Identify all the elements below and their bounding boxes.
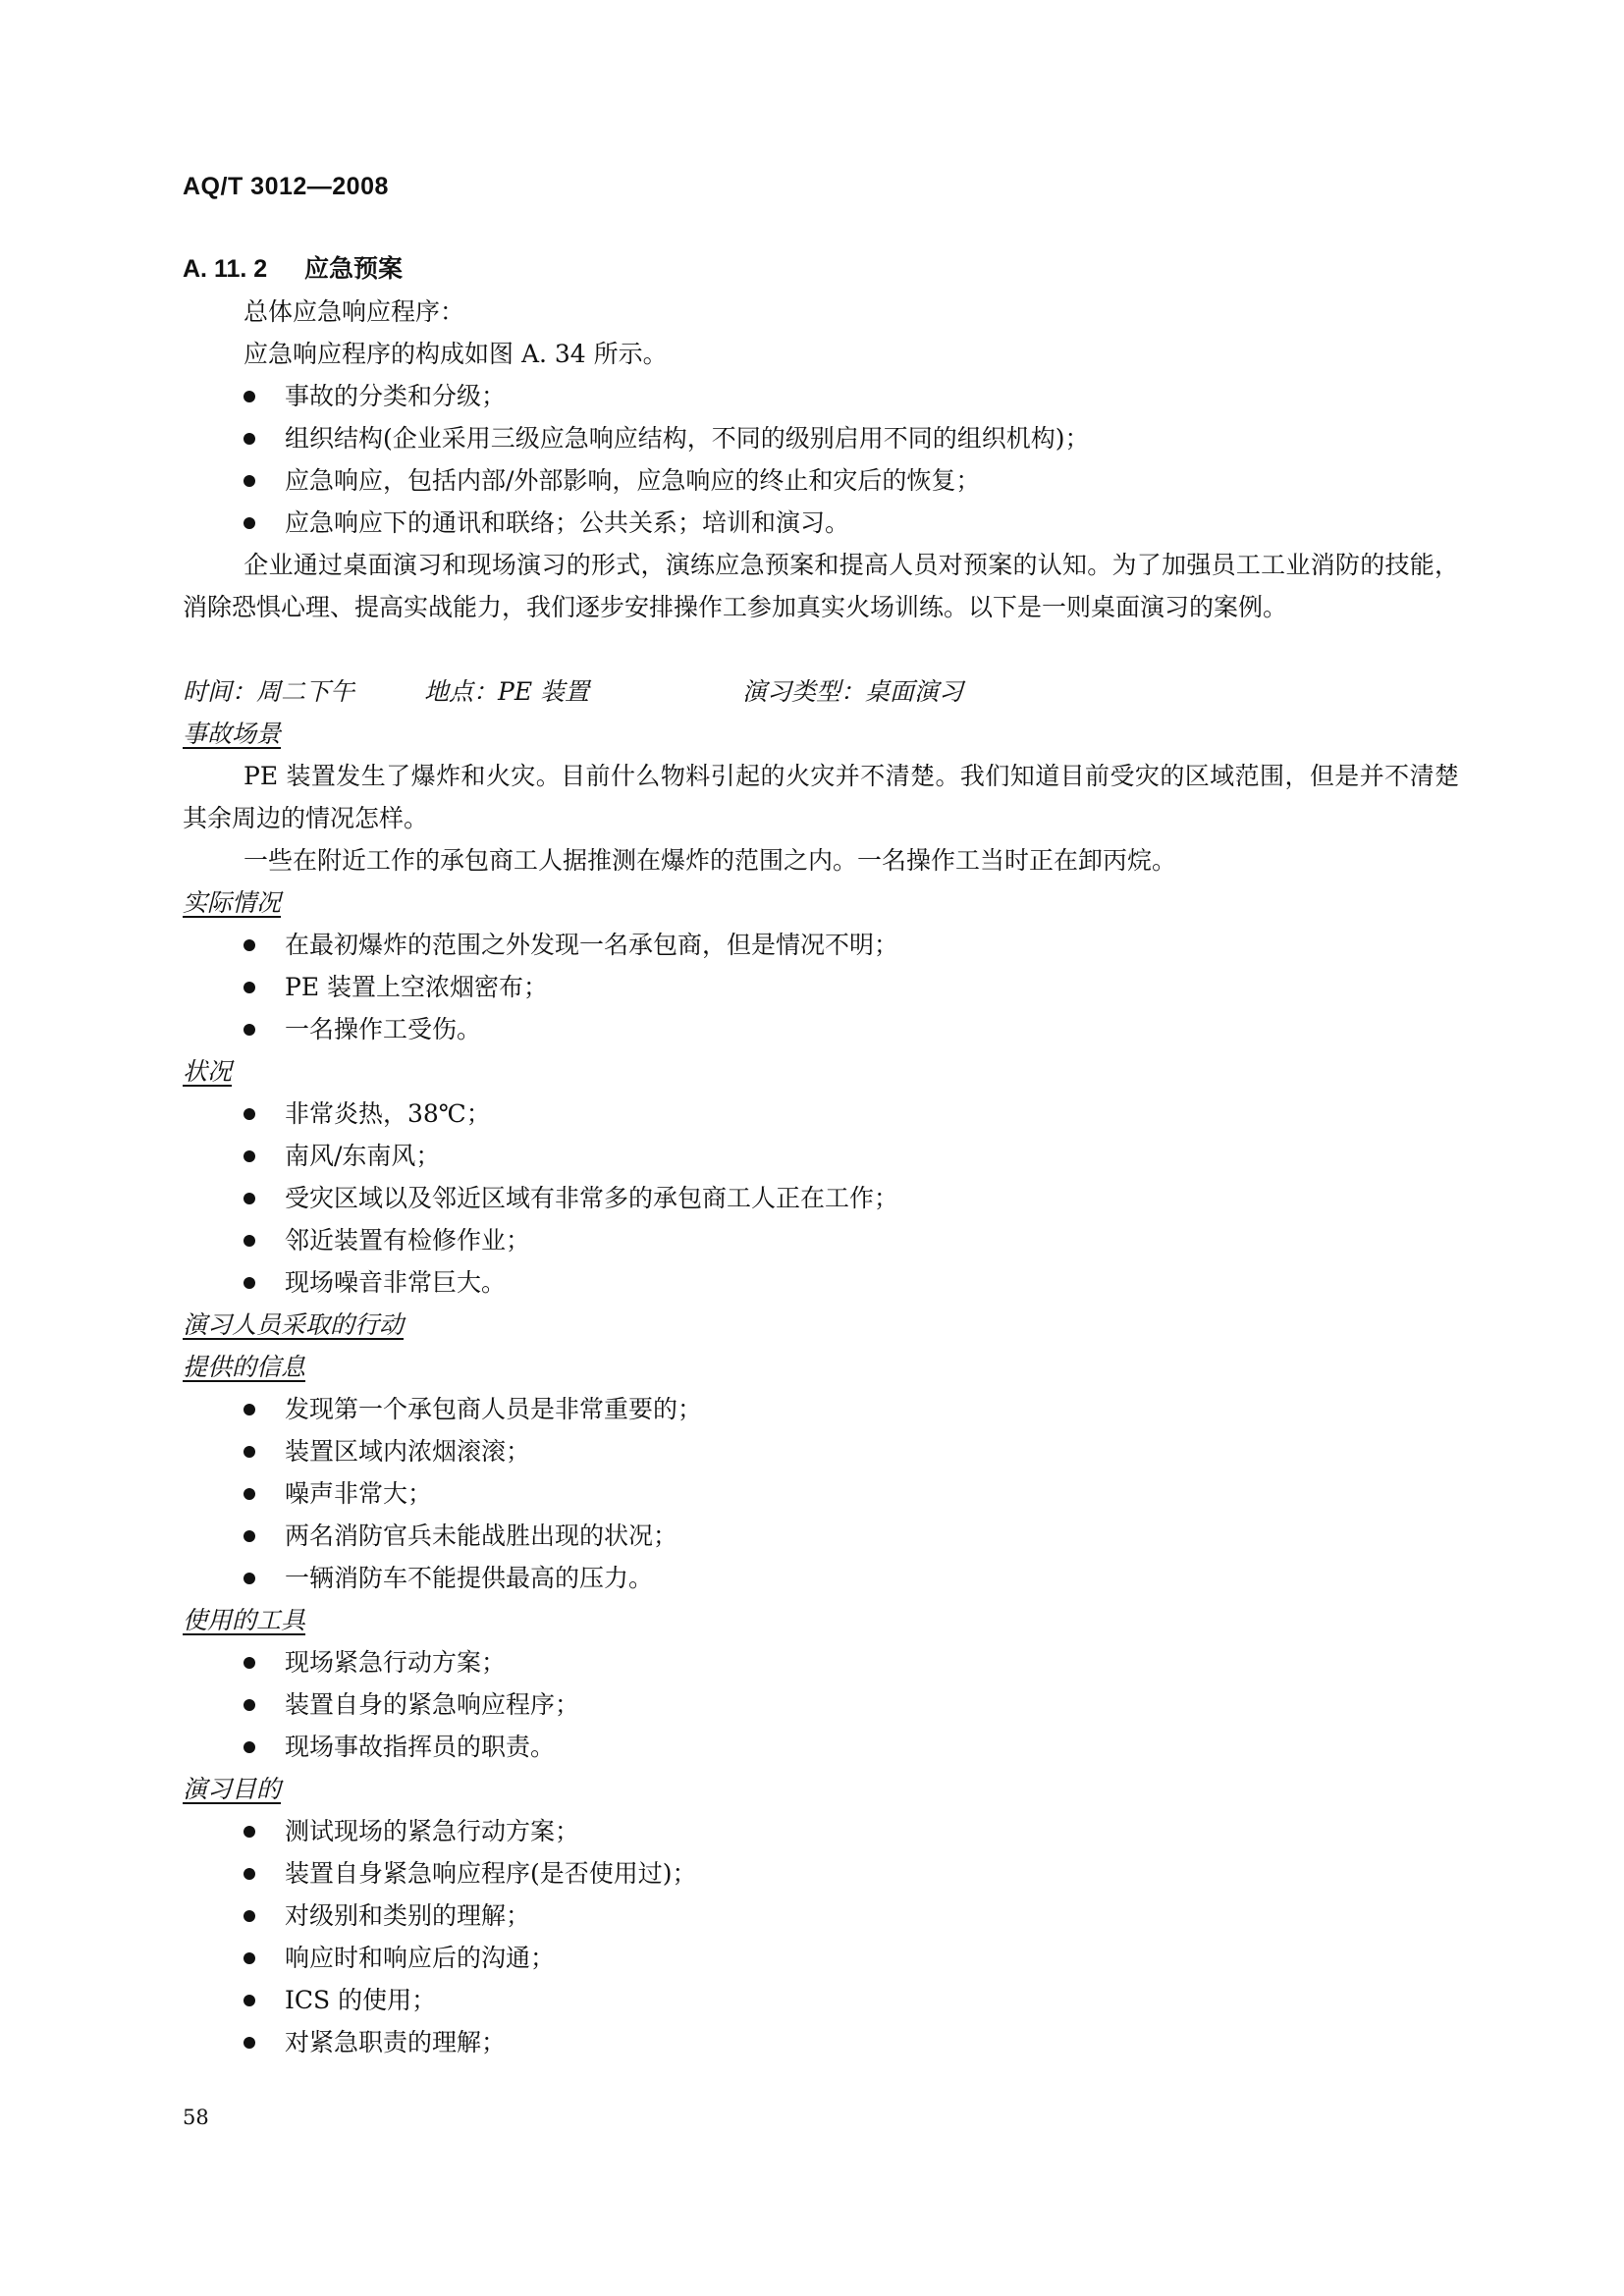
- list-item: 装置自身的紧急响应程序；: [183, 1683, 1459, 1726]
- section-heading: 演习人员采取的行动: [183, 1310, 405, 1339]
- list-item: 对级别和类别的理解；: [183, 1895, 1459, 1937]
- bullet-icon: [244, 517, 255, 529]
- list-item: 邻近装置有检修作业；: [183, 1219, 1459, 1261]
- section-heading: 实际情况: [183, 888, 282, 917]
- bullet-icon: [244, 1530, 255, 1542]
- bullet-icon: [244, 1826, 255, 1838]
- list-item: 组织结构(企业采用三级应急响应结构，不同的级别启用不同的组织机构)；: [183, 417, 1459, 459]
- bullet-icon: [244, 1573, 255, 1584]
- body-paragraph: 企业通过桌面演习和现场演习的形式，演练应急预案和提高人员对预案的认知。为了加强员工工业消防的技能，消除恐惧心理、提高实战能力，我们逐步安排操作工参加真实火场训练。以下是一则桌面演习的案例。: [183, 551, 1459, 621]
- bullet-icon: [244, 939, 255, 951]
- list-item: 发现第一个承包商人员是非常重要的；: [183, 1388, 1459, 1430]
- drill-type: 演习类型：桌面演习: [742, 677, 964, 706]
- bullet-icon: [244, 1193, 255, 1204]
- bullet-icon: [244, 1910, 255, 1922]
- list-item: ICS 的使用；: [183, 1979, 1459, 2021]
- body-paragraph: PE 装置发生了爆炸和火灾。目前什么物料引起的火灾并不清楚。我们知道目前受灾的区域范围，但是并不清楚其余周边的情况怎样。: [183, 762, 1459, 832]
- drill-place: 地点：PE 装置: [424, 677, 590, 706]
- intro-line: 总体应急响应程序：: [244, 297, 465, 326]
- list-item: 南风/东南风；: [183, 1135, 1459, 1177]
- section-heading: 事故场景: [183, 720, 282, 748]
- section-heading: 提供的信息: [183, 1353, 306, 1381]
- body-paragraph: 一些在附近工作的承包商工人据推测在爆炸的范围之内。一名操作工当时正在卸丙烷。: [244, 846, 1177, 875]
- drill-meta: [183, 670, 1459, 713]
- section-heading: 状况: [183, 1057, 233, 1086]
- bullet-icon: [244, 1488, 255, 1500]
- bullet-icon: [244, 1150, 255, 1162]
- bullet-icon: [244, 1235, 255, 1247]
- clause-number: A. 11. 2: [183, 255, 268, 283]
- bullet-icon: [244, 475, 255, 487]
- list-item: 事故的分类和分级；: [183, 375, 1459, 417]
- bullet-icon: [244, 433, 255, 445]
- drill-time: 时间：周二下午: [183, 677, 355, 706]
- list-item: 一名操作工受伤。: [183, 1008, 1459, 1050]
- list-item: 装置区域内浓烟滚滚；: [183, 1430, 1459, 1472]
- bullet-icon: [244, 1446, 255, 1458]
- standard-code: AQ/T 3012—2008: [183, 173, 389, 200]
- list-item: 受灾区域以及邻近区域有非常多的承包商工人正在工作；: [183, 1177, 1459, 1219]
- bullet-icon: [244, 1277, 255, 1289]
- bullet-icon: [244, 982, 255, 993]
- bullet-icon: [244, 2037, 255, 2049]
- clause-title: 应急预案: [304, 255, 404, 283]
- bullet-icon: [244, 1952, 255, 1964]
- list-item: 噪声非常大；: [183, 1472, 1459, 1515]
- list-item: 现场紧急行动方案；: [183, 1641, 1459, 1683]
- bullet-icon: [244, 1741, 255, 1753]
- list-item: 一辆消防车不能提供最高的压力。: [183, 1557, 1459, 1599]
- list-item: 测试现场的紧急行动方案；: [183, 1810, 1459, 1852]
- page-body: [183, 248, 1459, 2063]
- page-number: 58: [183, 2106, 209, 2129]
- bullet-icon: [244, 1108, 255, 1120]
- bullet-icon: [244, 391, 255, 402]
- list-item: 现场事故指挥员的职责。: [183, 1726, 1459, 1768]
- intro-line: 应急响应程序的构成如图 A. 34 所示。: [244, 340, 668, 368]
- list-item: 应急响应，包括内部/外部影响，应急响应的终止和灾后的恢复；: [183, 459, 1459, 502]
- clause-heading: [183, 248, 1459, 291]
- list-item: 在最初爆炸的范围之外发现一名承包商，但是情况不明；: [183, 924, 1459, 966]
- bullet-icon: [244, 1995, 255, 2006]
- list-item: 非常炎热，38℃；: [183, 1093, 1459, 1135]
- bullet-icon: [244, 1657, 255, 1669]
- bullet-icon: [244, 1404, 255, 1415]
- list-item: 两名消防官兵未能战胜出现的状况；: [183, 1515, 1459, 1557]
- list-item: 应急响应下的通讯和联络；公共关系；培训和演习。: [183, 502, 1459, 544]
- section-heading: 演习目的: [183, 1775, 282, 1803]
- section-heading: 使用的工具: [183, 1606, 306, 1634]
- bullet-icon: [244, 1868, 255, 1880]
- list-item: 响应时和响应后的沟通；: [183, 1937, 1459, 1979]
- list-item: 对紧急职责的理解；: [183, 2021, 1459, 2063]
- bullet-icon: [244, 1024, 255, 1036]
- list-item: 装置自身紧急响应程序(是否使用过)；: [183, 1852, 1459, 1895]
- list-item: 现场噪音非常巨大。: [183, 1261, 1459, 1304]
- list-item: PE 装置上空浓烟密布；: [183, 966, 1459, 1008]
- bullet-icon: [244, 1699, 255, 1711]
